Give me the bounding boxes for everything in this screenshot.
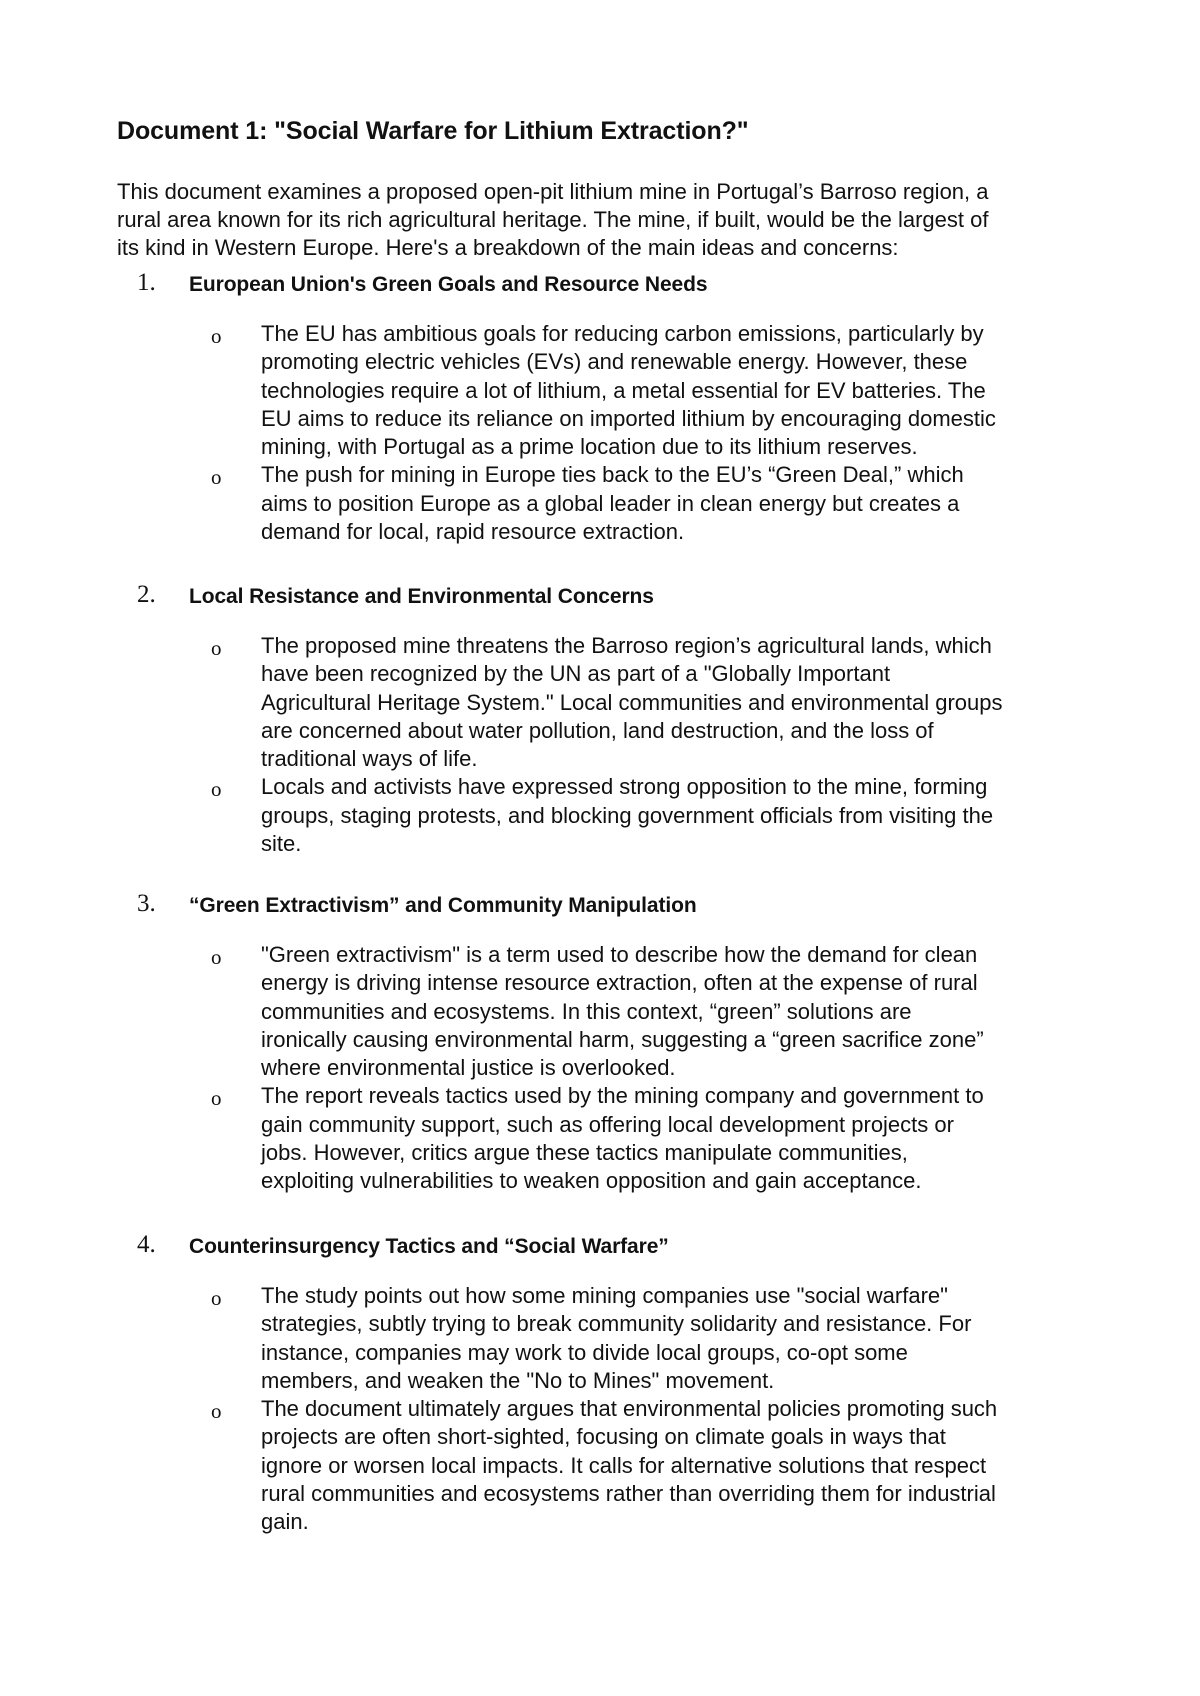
bullet-item: [0, 632, 1200, 773]
bullet-line: promoting electric vehicles (EVs) and renewable energy. However, these: [261, 349, 968, 375]
intro-line: rural area known for its rich agricultural heritage. The mine, if built, would be the largest of: [117, 207, 989, 232]
bullet-marker: o: [211, 636, 222, 660]
bullet-item: [0, 461, 1200, 546]
bullet-line: The EU has ambitious goals for reducing carbon emissions, particularly by: [261, 321, 984, 346]
intro-line: its kind in Western Europe. Here's a breakdown of the main ideas and concerns:: [117, 235, 899, 260]
bullet-line: where environmental justice is overlooked.: [261, 1055, 676, 1081]
section-heading: Local Resistance and Environmental Concerns: [189, 585, 654, 608]
bullet-line: Locals and activists have expressed strong opposition to the mine, forming: [261, 774, 988, 800]
bullet-item: [0, 320, 1200, 461]
bullet-line: strategies, subtly trying to break community solidarity and resistance. For: [261, 1311, 972, 1337]
bullet-line: members, and weaken the "No to Mines" movement.: [261, 1367, 775, 1393]
section-heading: “Green Extractivism” and Community Manipulation: [189, 894, 697, 917]
bullet-line: The study points out how some mining companies use "social warfare": [261, 1283, 948, 1308]
section-heading: European Union's Green Goals and Resource Needs: [189, 273, 708, 296]
bullet-item: [0, 1082, 1200, 1195]
bullet-line: ignore or worsen local impacts. It calls for alternative solutions that respect: [261, 1452, 987, 1478]
section-number: 3.: [137, 890, 156, 917]
bullet-line: jobs. However, critics argue these tactics manipulate communities,: [261, 1140, 908, 1166]
bullet-marker: o: [211, 945, 222, 969]
section-number: 4.: [137, 1231, 156, 1258]
bullet-line: have been recognized by the UN as part of a "Globally Important: [261, 661, 891, 687]
bullet-list: [0, 1282, 1200, 1537]
bullet-item: [0, 1282, 1200, 1395]
bullet-item: [0, 773, 1200, 858]
bullet-text: [261, 1395, 1101, 1536]
bullet-line: communities and ecosystems. In this context, “green” solutions are: [261, 998, 912, 1024]
bullet-marker: o: [211, 465, 222, 490]
section-heading: Counterinsurgency Tactics and “Social Warfare”: [189, 1235, 669, 1258]
bullet-item: [0, 1395, 1200, 1536]
bullet-text: [261, 773, 1101, 858]
section-number: 1.: [137, 269, 156, 296]
bullet-line: The document ultimately argues that environmental policies promoting such: [261, 1396, 998, 1422]
bullet-line: site.: [261, 831, 302, 857]
bullet-line: energy is driving intense resource extraction, often at the expense of rural: [261, 970, 978, 996]
bullet-list: [0, 941, 1200, 1196]
intro-line: This document examines a proposed open-pit lithium mine in Portugal’s Barroso region, a: [117, 179, 989, 204]
bullet-text: [261, 941, 1101, 1082]
bullet-line: technologies require a lot of lithium, a metal essential for EV batteries. The: [261, 377, 986, 403]
document-title: Document 1: "Social Warfare for Lithium Extraction?": [117, 117, 749, 145]
bullet-line: exploiting vulnerabilities to weaken opposition and gain acceptance.: [261, 1168, 922, 1194]
bullet-line: gain.: [261, 1509, 309, 1535]
bullet-line: traditional ways of life.: [261, 746, 478, 772]
bullet-list: [0, 632, 1200, 858]
bullet-text: [261, 1082, 1101, 1195]
bullet-line: projects are often short-sighted, focusing on climate goals in ways that: [261, 1424, 946, 1450]
bullet-text: [261, 461, 1101, 546]
section-number: 2.: [137, 581, 156, 608]
bullet-line: "Green extractivism" is a term used to describe how the demand for clean: [261, 942, 978, 967]
bullet-line: demand for local, rapid resource extraction.: [261, 519, 685, 545]
bullet-line: The report reveals tactics used by the mining company and government to: [261, 1083, 984, 1109]
bullet-line: instance, companies may work to divide local groups, co-opt some: [261, 1339, 908, 1365]
bullet-marker: o: [211, 1399, 222, 1424]
bullet-marker: o: [211, 777, 222, 802]
bullet-line: aims to position Europe as a global leader in clean energy but creates a: [261, 490, 960, 516]
bullet-list: [0, 320, 1200, 546]
bullet-line: The push for mining in Europe ties back to the EU’s “Green Deal,” which: [261, 462, 964, 488]
bullet-text: [261, 320, 1101, 461]
bullet-line: The proposed mine threatens the Barroso region’s agricultural lands, which: [261, 633, 992, 658]
bullet-line: rural communities and ecosystems rather than overriding them for industrial: [261, 1481, 996, 1507]
bullet-line: ironically causing environmental harm, suggesting a “green sacrifice zone”: [261, 1026, 984, 1052]
bullet-marker: o: [211, 324, 222, 348]
bullet-marker: o: [211, 1086, 222, 1111]
bullet-text: [261, 632, 1101, 773]
bullet-line: are concerned about water pollution, land destruction, and the loss of: [261, 717, 934, 743]
bullet-line: Agricultural Heritage System." Local communities and environmental groups: [261, 689, 1003, 715]
bullet-item: [0, 941, 1200, 1082]
bullet-line: groups, staging protests, and blocking government officials from visiting the: [261, 802, 994, 828]
bullet-line: gain community support, such as offering local development projects or: [261, 1111, 954, 1137]
bullet-line: mining, with Portugal as a prime location due to its lithium reserves.: [261, 434, 918, 460]
bullet-text: [261, 1282, 1101, 1395]
intro-paragraph: [117, 178, 1107, 262]
bullet-line: EU aims to reduce its reliance on imported lithium by encouraging domestic: [261, 405, 996, 431]
bullet-marker: o: [211, 1286, 222, 1310]
